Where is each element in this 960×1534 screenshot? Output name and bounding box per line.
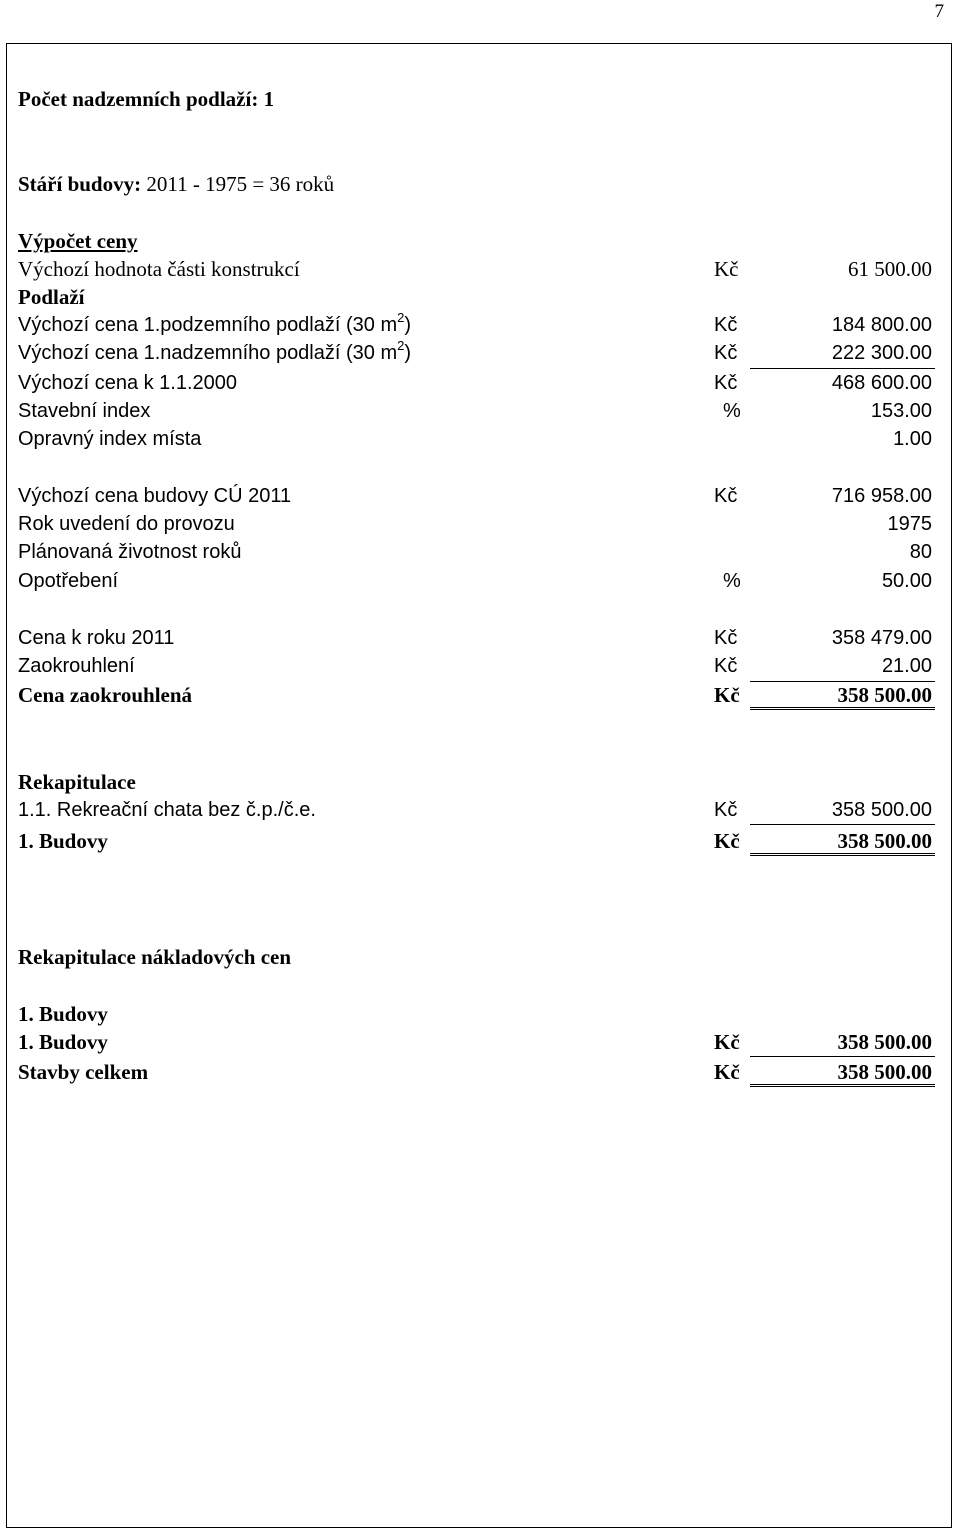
floors-count-label: Počet nadzemních podlaží: — [18, 87, 259, 111]
row-label: 1. Budovy — [18, 829, 108, 853]
row-unit: Kč — [714, 1030, 740, 1054]
row-label: Cena zaokrouhlená — [18, 683, 193, 707]
cost-recap-title: Rekapitulace nákladových cen — [18, 945, 292, 969]
row-unit: Kč — [714, 829, 740, 853]
cost-buildings-row — [18, 1028, 934, 1056]
row-unit: Kč — [714, 655, 738, 677]
row-unit: Kč — [714, 485, 738, 507]
calculation-title: Výpočet ceny — [18, 229, 138, 253]
floors-count-value: 1 — [263, 87, 275, 111]
label-text: Výchozí cena 1.nadzemního podlaží (30 m — [18, 342, 398, 364]
base-construction-row — [18, 255, 934, 283]
row-value: 716 958.00 — [831, 485, 932, 507]
row-label: Rok uvedení do provozu — [18, 513, 235, 535]
row-value: 80 — [909, 541, 932, 563]
floors-heading: Podlaží — [18, 285, 85, 309]
row-value: 1975 — [887, 513, 932, 535]
total-double-rule — [750, 1084, 935, 1087]
lifetime-row — [18, 538, 934, 566]
subtotal-rule — [750, 824, 935, 825]
label-suffix: ) — [404, 342, 412, 364]
superscript: 2 — [397, 338, 405, 354]
row-value: 50.00 — [881, 570, 932, 592]
row-value: 358 500.00 — [831, 799, 932, 821]
row-unit: Kč — [714, 372, 738, 394]
row-label: 1. Budovy — [18, 1030, 108, 1054]
row-unit: Kč — [714, 683, 740, 707]
row-value: 153.00 — [870, 400, 932, 422]
row-label — [18, 311, 411, 339]
wear-row — [18, 567, 934, 595]
row-label: Opotřebení — [18, 570, 119, 592]
row-unit: % — [723, 400, 741, 422]
subtotal-rule — [750, 1056, 935, 1057]
underground-floor-row — [18, 311, 934, 339]
row-value: 61 500.00 — [848, 257, 932, 281]
cost-total-row — [18, 1058, 934, 1086]
recap-title: Rekapitulace — [18, 770, 136, 794]
row-label: Plánovaná životnost roků — [18, 541, 242, 563]
row-value: 358 500.00 — [837, 683, 932, 707]
price-2000-row — [18, 369, 934, 397]
row-label: Opravný index místa — [18, 428, 202, 450]
recap-item-row — [18, 796, 934, 824]
row-unit: Kč — [714, 257, 739, 281]
row-label: Výchozí hodnota části konstrukcí — [18, 257, 300, 281]
row-unit: Kč — [714, 342, 738, 364]
location-index-row — [18, 425, 934, 453]
row-value: 358 500.00 — [837, 829, 932, 853]
row-unit: % — [723, 570, 741, 592]
label-text: Výchozí cena 1.podzemního podlaží (30 m — [18, 314, 398, 336]
year-built-row — [18, 510, 934, 538]
row-label: Stavby celkem — [18, 1060, 149, 1084]
price-2011-row — [18, 624, 934, 652]
cost-group-heading: 1. Budovy — [18, 1002, 108, 1026]
row-value: 358 479.00 — [831, 627, 932, 649]
total-double-rule — [750, 853, 935, 856]
row-unit: Kč — [714, 627, 738, 649]
aboveground-floor-row — [18, 339, 934, 367]
row-value: 468 600.00 — [831, 372, 932, 394]
rounding-row — [18, 652, 934, 680]
row-value: 1.00 — [893, 428, 932, 450]
row-label: Výchozí cena budovy CÚ 2011 — [18, 485, 292, 507]
row-unit: Kč — [714, 799, 738, 821]
total-double-rule — [750, 707, 935, 710]
page-number: 7 — [934, 1, 944, 22]
row-unit: Kč — [714, 1060, 740, 1084]
row-label: 1.1. Rekreační chata bez č.p./č.e. — [18, 799, 316, 821]
row-value: 358 500.00 — [837, 1030, 932, 1054]
row-label: Zaokrouhlení — [18, 655, 135, 677]
floors-count-line — [18, 85, 934, 113]
row-label: Výchozí cena k 1.1.2000 — [18, 372, 238, 394]
building-index-row — [18, 397, 934, 425]
row-value: 184 800.00 — [831, 314, 932, 336]
row-label: Cena k roku 2011 — [18, 627, 175, 649]
row-value: 222 300.00 — [831, 342, 932, 364]
label-suffix: ) — [404, 314, 412, 336]
row-label: Stavební index — [18, 400, 151, 422]
superscript: 2 — [397, 310, 405, 326]
recap-total-row — [18, 827, 934, 855]
building-age-label: Stáří budovy: — [18, 172, 142, 196]
building-age-value: 2011 - 1975 = 36 roků — [146, 172, 335, 196]
row-value: 21.00 — [881, 655, 932, 677]
row-value: 358 500.00 — [837, 1060, 932, 1084]
row-label — [18, 339, 411, 367]
rounded-price-row — [18, 681, 934, 709]
building-age-line — [18, 170, 934, 198]
row-unit: Kč — [714, 314, 738, 336]
price-cu-row — [18, 482, 934, 510]
